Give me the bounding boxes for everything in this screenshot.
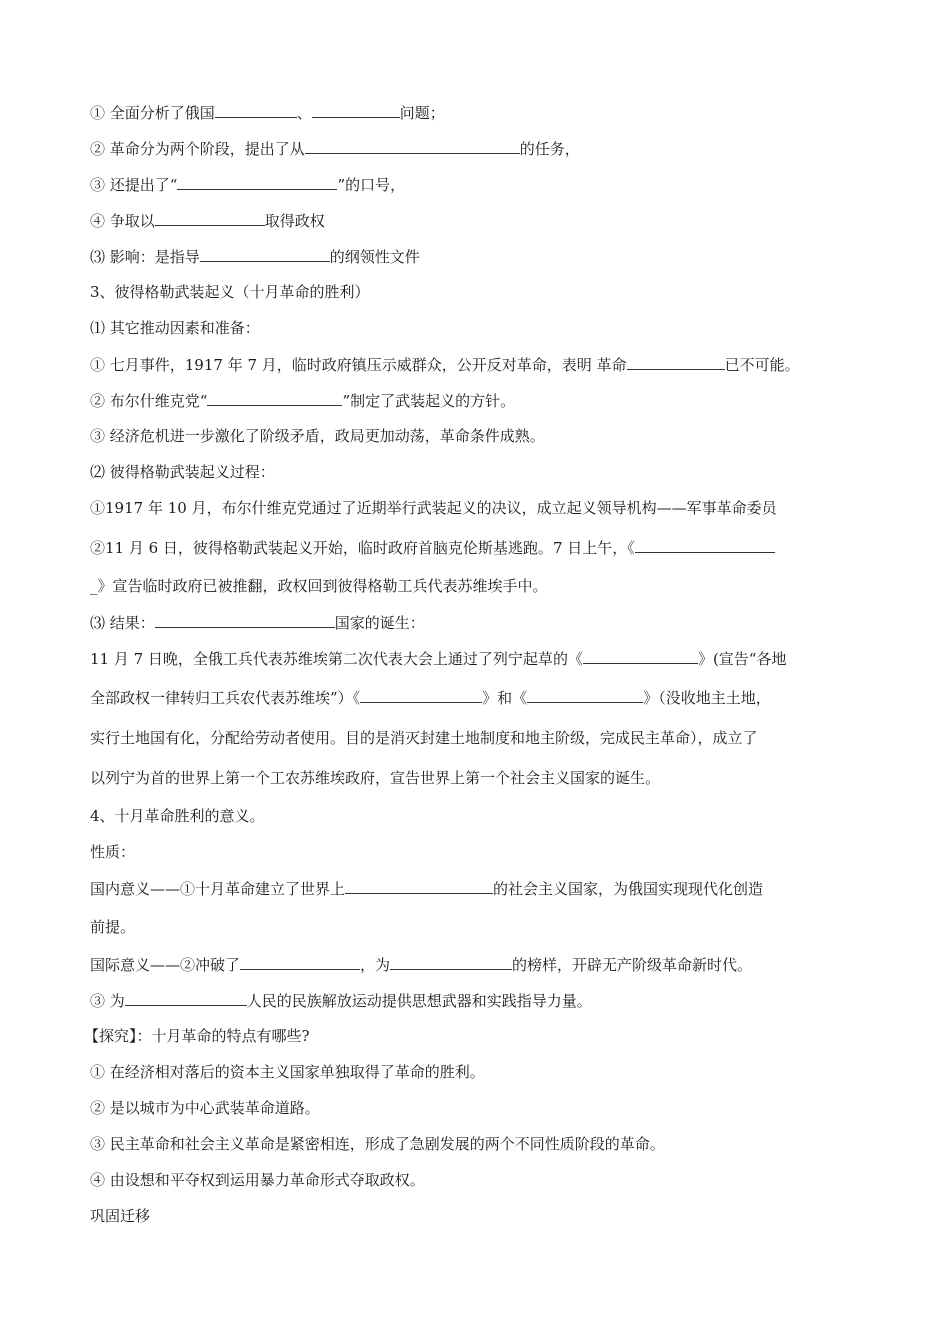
text-line-29 bbox=[90, 1134, 665, 1154]
fill-blank[interactable] bbox=[345, 878, 493, 894]
text-line-25 bbox=[90, 990, 592, 1011]
line-7-text: ⑴ 其它推动因素和准备： bbox=[90, 319, 260, 337]
line-17-text-a: 全部政权一律转归工兵农代表苏维埃”）《 bbox=[90, 689, 361, 707]
line-19-text: 以列宁为首的世界上第一个工农苏维埃政府，宣告世界上第一个社会主义国家的诞生。 bbox=[90, 769, 661, 787]
text-line-18 bbox=[90, 728, 758, 748]
explore-heading bbox=[84, 1026, 310, 1046]
fill-blank[interactable] bbox=[125, 990, 247, 1006]
line-9-text-a: ② 布尔什维克党“ bbox=[90, 392, 208, 410]
line-24-text-c: 的榜样，开辟无产阶级革命新时代。 bbox=[512, 956, 753, 974]
text-line-27 bbox=[90, 1062, 485, 1082]
text-line-21 bbox=[90, 842, 135, 862]
line-17-text-c: 》（没收地主土地， bbox=[643, 689, 771, 707]
fill-blank[interactable] bbox=[527, 687, 643, 703]
text-line-17 bbox=[90, 687, 771, 708]
text-line-9 bbox=[90, 390, 515, 411]
line-20-text: 4、十月革命胜利的意义。 bbox=[90, 807, 265, 825]
line-24-text-b: ，为 bbox=[360, 956, 391, 974]
section-heading-4 bbox=[90, 806, 265, 826]
line-8-text-b: 已不可能。 bbox=[724, 356, 800, 374]
line-4-text-b: 取得政权 bbox=[264, 212, 325, 230]
text-line-11 bbox=[90, 462, 275, 482]
text-line-7 bbox=[90, 318, 260, 338]
line-21-text: 性质： bbox=[90, 843, 136, 861]
fill-blank[interactable] bbox=[312, 102, 400, 118]
line-17-text-b: 》和《 bbox=[482, 689, 528, 707]
fill-blank[interactable] bbox=[155, 612, 335, 628]
fill-blank[interactable] bbox=[305, 138, 520, 154]
text-line-24 bbox=[90, 954, 752, 975]
fill-blank[interactable] bbox=[200, 246, 330, 262]
section-heading-3 bbox=[90, 282, 370, 302]
line-9-text-b: ”制定了武装起义的方针。 bbox=[342, 392, 516, 410]
line-28-text: ② 是以城市为中心武装革命道路。 bbox=[90, 1099, 320, 1117]
line-14-text: _》宣告临时政府已被推翻，政权回到彼得格勒工兵代表苏维埃手中。 bbox=[90, 577, 548, 595]
text-line-31 bbox=[90, 1206, 150, 1226]
text-line-8 bbox=[90, 354, 800, 375]
line-1-text-a: ① 全面分析了俄国 bbox=[90, 104, 215, 122]
text-line-22 bbox=[90, 878, 763, 899]
line-15-text-a: ⑶ 结果： bbox=[90, 614, 155, 632]
line-31-text: 巩固迁移 bbox=[90, 1207, 151, 1225]
fill-blank[interactable] bbox=[177, 174, 337, 190]
fill-blank[interactable] bbox=[240, 954, 360, 970]
line-22-text-a: 国内意义——①十月革命建立了世界上 bbox=[90, 880, 346, 898]
text-line-28 bbox=[90, 1098, 320, 1118]
text-line-30 bbox=[90, 1170, 425, 1190]
line-27-text: ① 在经济相对落后的资本主义国家单独取得了革命的胜利。 bbox=[90, 1063, 485, 1081]
text-line-12 bbox=[90, 498, 777, 518]
fill-blank[interactable] bbox=[360, 687, 482, 703]
line-25-text-b: 人民的民族解放运动提供思想武器和实践指导力量。 bbox=[246, 992, 592, 1010]
text-line-10 bbox=[90, 426, 545, 446]
line-5-text-a: ⑶ 影响：是指导 bbox=[90, 248, 200, 266]
text-line-16 bbox=[90, 648, 786, 669]
line-8-text-a: ① 七月事件，1917 年 7 月，临时政府镇压示威群众，公开反对革命，表明 革命 bbox=[90, 356, 627, 374]
line-12-text: ①1917 年 10 月，布尔什维克党通过了近期举行武装起义的决议，成立起义领导机构——军事革命委员 bbox=[90, 499, 777, 517]
line-30-text: ④ 由设想和平夺权到运用暴力革命形式夺取政权。 bbox=[90, 1171, 425, 1189]
line-3-text-b: ”的口号， bbox=[337, 176, 406, 194]
fill-blank[interactable] bbox=[155, 210, 265, 226]
line-6-text: 3、彼得格勒武装起义（十月革命的胜利） bbox=[90, 283, 370, 301]
line-4-text-a: ④ 争取以 bbox=[90, 212, 155, 230]
fill-blank[interactable] bbox=[215, 102, 297, 118]
line-29-text: ③ 民主革命和社会主义革命是紧密相连，形成了急剧发展的两个不同性质阶段的革命。 bbox=[90, 1135, 665, 1153]
fill-blank[interactable] bbox=[635, 537, 775, 553]
line-15-text-b: 国家的诞生： bbox=[334, 614, 425, 632]
line-25-text-a: ③ 为 bbox=[90, 992, 125, 1010]
fill-blank[interactable] bbox=[207, 390, 342, 406]
line-24-text-a: 国际意义——②冲破了 bbox=[90, 956, 241, 974]
fill-blank[interactable] bbox=[627, 354, 725, 370]
line-5-text-b: 的纲领性文件 bbox=[329, 248, 420, 266]
line-26-text: 【探究】：十月革命的特点有哪些? bbox=[84, 1027, 310, 1045]
fill-blank[interactable] bbox=[583, 648, 698, 664]
text-line-19 bbox=[90, 768, 660, 788]
fill-blank[interactable] bbox=[390, 954, 512, 970]
text-line-5 bbox=[90, 246, 420, 267]
line-3-text-a: ③ 还提出了“ bbox=[90, 176, 178, 194]
text-line-3 bbox=[90, 174, 405, 195]
line-18-text: 实行土地国有化，分配给劳动者使用。目的是消灭封建土地制度和地主阶级，完成民主革命），成立了 bbox=[90, 729, 758, 747]
line-16-text-b: 》(宣告“各地 bbox=[697, 650, 787, 668]
line-2-text-b: 的任务， bbox=[519, 140, 580, 158]
text-line-2 bbox=[90, 138, 580, 159]
text-line-13 bbox=[90, 537, 775, 558]
line-10-text: ③ 经济危机进一步激化了阶级矛盾，政局更加动荡，革命条件成熟。 bbox=[90, 427, 545, 445]
text-line-15 bbox=[90, 612, 425, 633]
line-13-text-a: ②11 月 6 日，彼得格勒武装起义开始，临时政府首脑克伦斯基逃跑。7 日上午，《 bbox=[90, 539, 635, 557]
line-11-text: ⑵ 彼得格勒武装起义过程： bbox=[90, 463, 275, 481]
line-2-text-a: ② 革命分为两个阶段，提出了从 bbox=[90, 140, 305, 158]
text-line-23 bbox=[90, 917, 135, 937]
text-line-1 bbox=[90, 102, 445, 123]
text-line-14 bbox=[90, 576, 548, 596]
line-1-text-b: 、 bbox=[296, 104, 312, 122]
line-23-text: 前提。 bbox=[90, 918, 136, 936]
line-1-text-c: 问题； bbox=[399, 104, 445, 122]
line-16-text-a: 11 月 7 日晚，全俄工兵代表苏维埃第二次代表大会上通过了列宁起草的《 bbox=[90, 650, 583, 668]
line-22-text-b: 的社会主义国家，为俄国实现现代化创造 bbox=[493, 880, 764, 898]
text-line-4 bbox=[90, 210, 325, 231]
